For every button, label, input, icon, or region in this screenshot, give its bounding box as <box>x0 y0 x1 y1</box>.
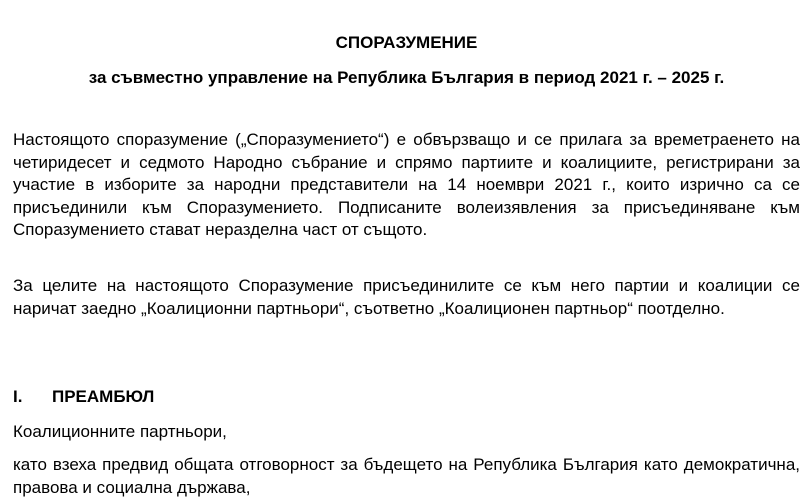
document-page <box>13 0 800 500</box>
intro-paragraph-2: За целите на настоящото Споразумение присъединилите се към него партии и коалиции се наричат заедно „Коалиционни партньори“, съответно „Коалиционен партньор“ поотделно. <box>13 276 800 318</box>
section-title: ПРЕАМБЮЛ <box>52 387 155 406</box>
document-subtitle: за съвместно управление на Република България в период 2021 г. – 2025 г. <box>88 68 725 87</box>
preamble-paragraph-1: Коалиционните партньори, <box>13 422 227 441</box>
section-number: I. <box>13 387 23 406</box>
preamble-paragraph-2: като взеха предвид общата отговорност за бъдещето на Република България като демократична, правова и социална държава, <box>13 455 800 497</box>
section-heading-preamble <box>13 386 154 408</box>
intro-paragraph-1: Настоящото споразумение („Споразумението“) е обвързващо и се прилага за времетраенето на четиридесет и седмото Народно събрание и спрямо партиите и коалициите, регистрирани за участие в изборите за народни представители на 14 ноември 2021 г., които изрично са се присъединили към Споразумението. Подписаните волеизявления за присъединяване към Споразумението стават неразделна част от същото. <box>13 130 800 239</box>
document-title: СПОРАЗУМЕНИЕ <box>335 33 478 52</box>
